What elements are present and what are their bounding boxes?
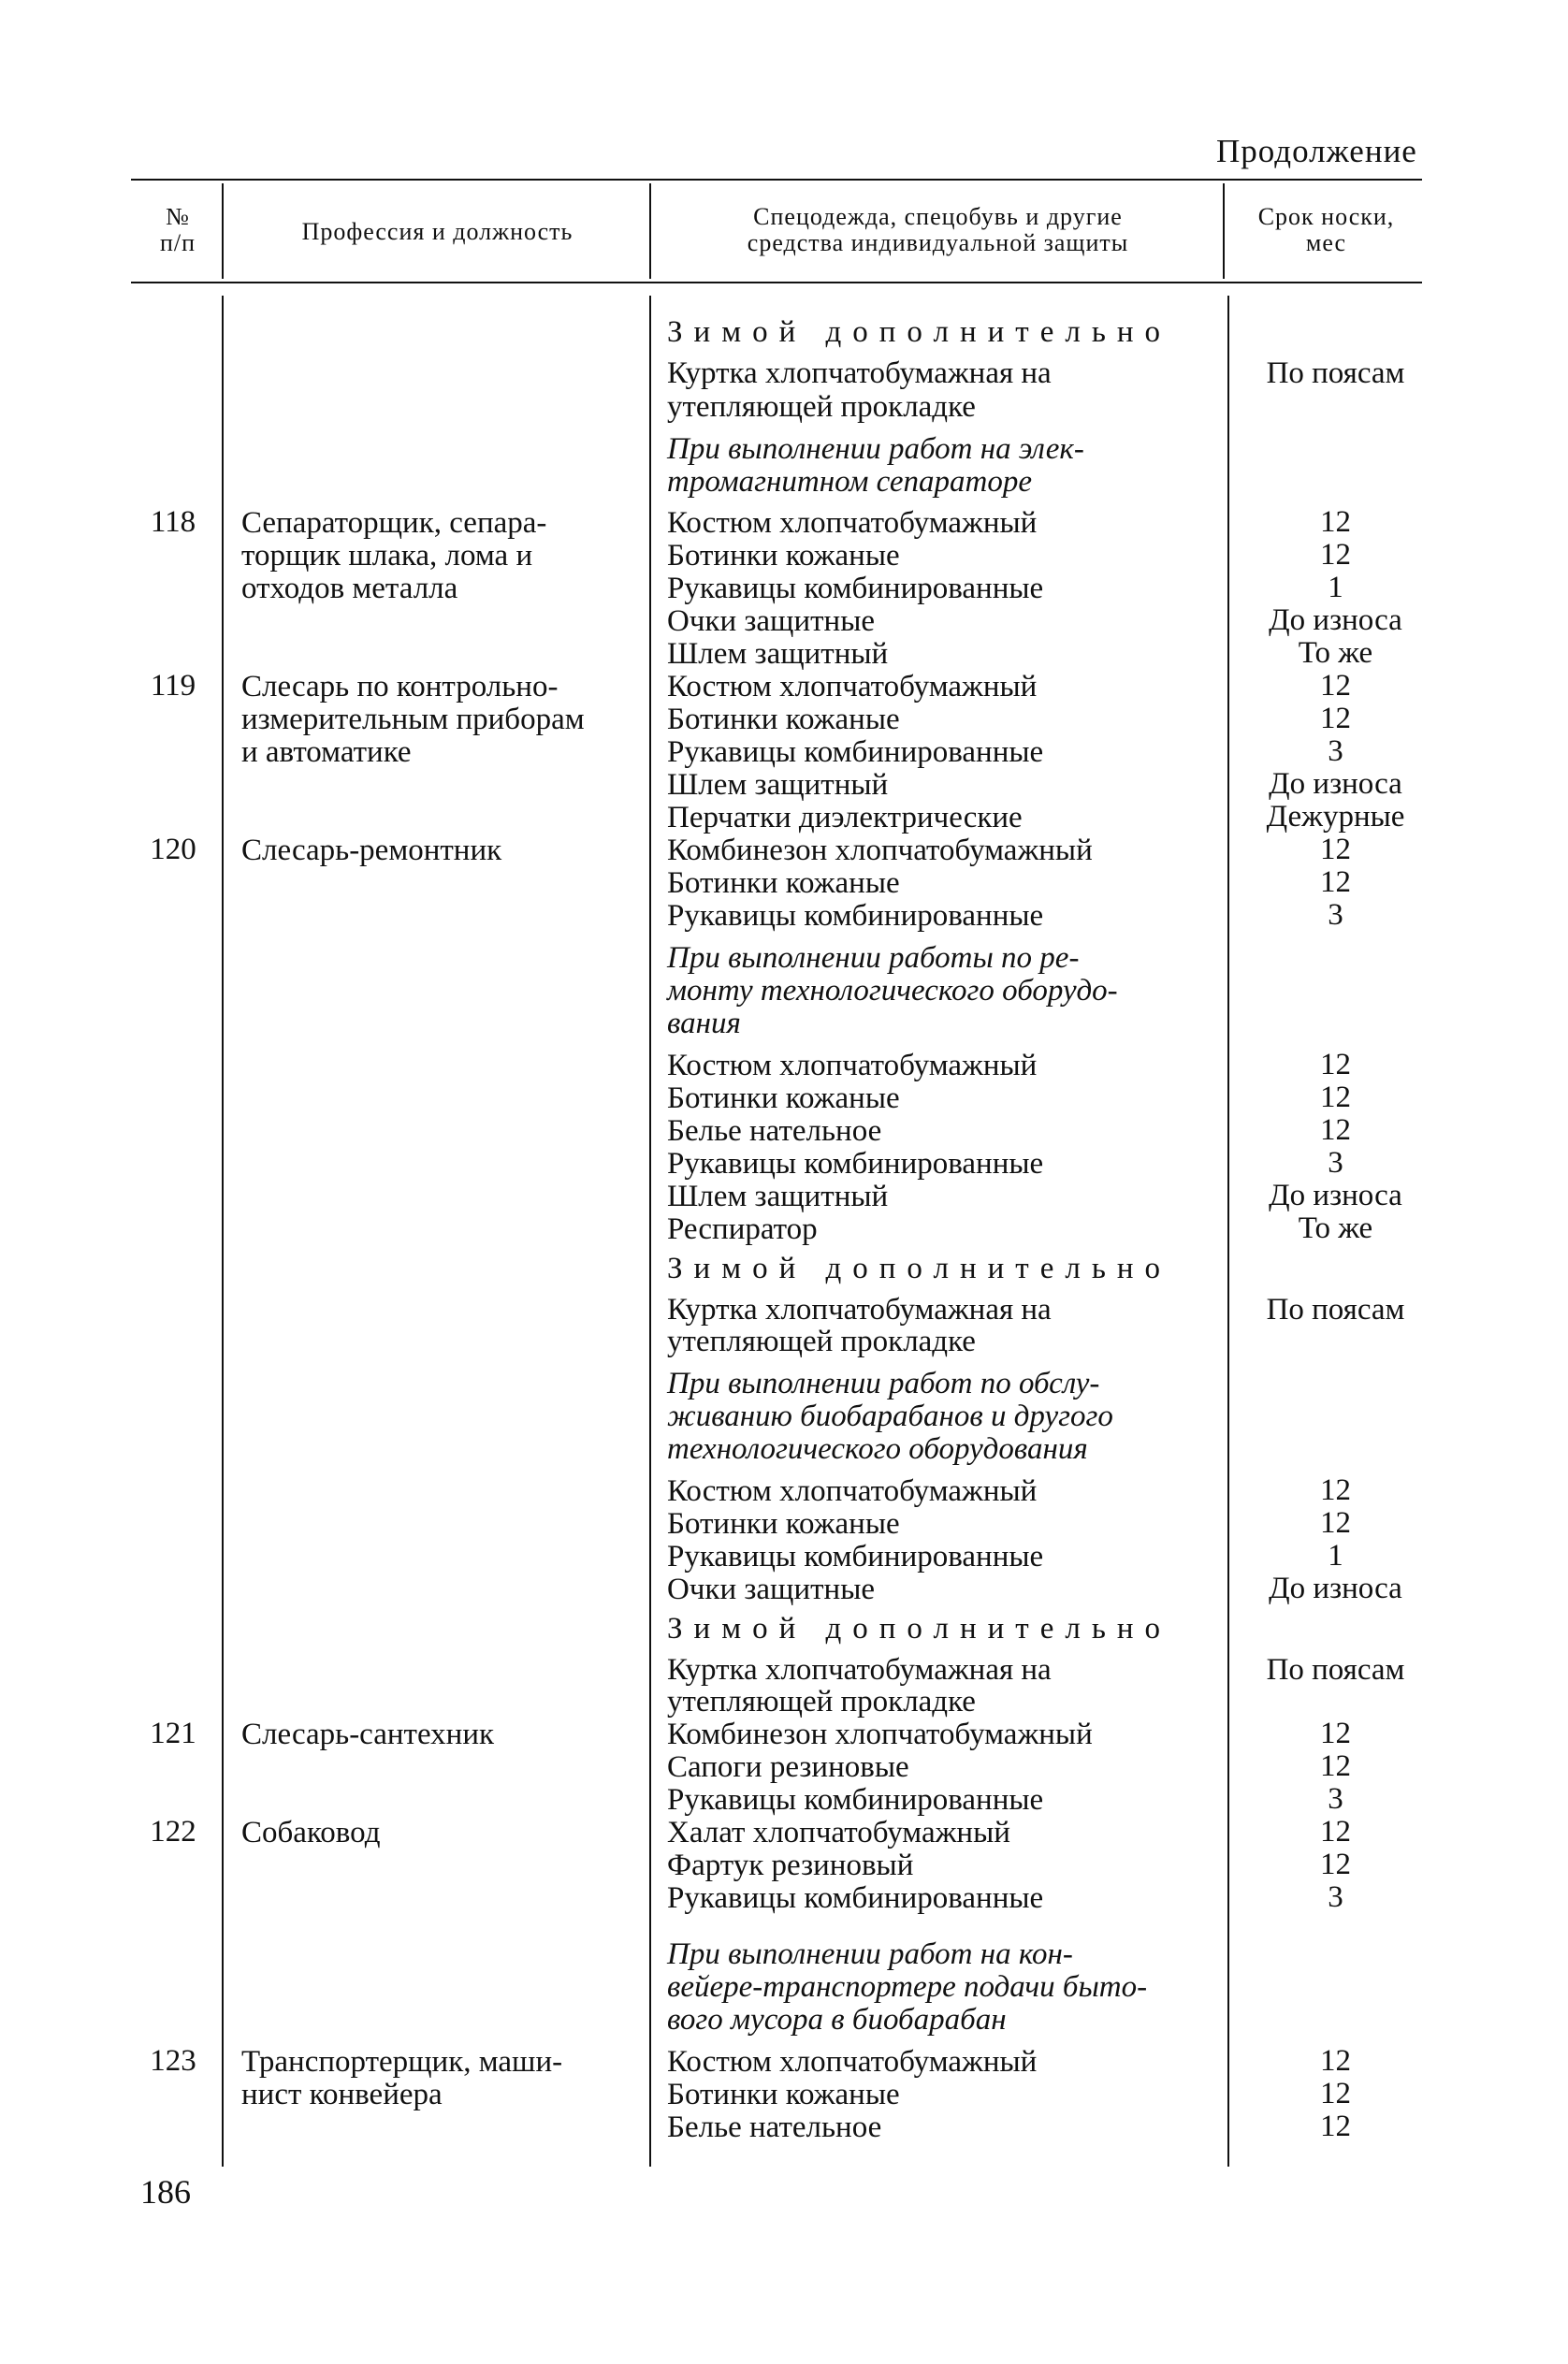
term-120c-boots: 12	[1320, 1506, 1351, 1540]
body-divider-2	[649, 296, 651, 2167]
jacket-line-3: Куртка хлопчатобумажная на	[667, 1653, 1052, 1687]
term-120-boots: 12	[1320, 865, 1351, 899]
row-number-121: 121	[150, 1717, 196, 1750]
term-123-boots: 12	[1320, 2077, 1351, 2110]
header-divider-3	[1223, 183, 1225, 279]
term-118-helmet: То же	[1298, 636, 1373, 670]
column-header-num: № п/п	[159, 203, 196, 256]
item-120-mittens: Рукавицы комбинированные	[667, 899, 1044, 933]
row-number-123: 123	[150, 2044, 196, 2078]
item-120-overalls: Комбинезон хлопчатобумажный	[667, 834, 1093, 867]
term-119-boots: 12	[1320, 702, 1351, 735]
term-120b-mittens: 3	[1328, 1146, 1343, 1180]
column-header-term: Срок носки, мес	[1257, 203, 1395, 256]
body-divider-1	[222, 296, 224, 2167]
term-122-robe: 12	[1320, 1815, 1351, 1849]
term-119-helmet: До износа	[1269, 767, 1402, 801]
item-120-boots: Ботинки кожаные	[667, 866, 900, 900]
term-jacket-3: По поясам	[1266, 1653, 1405, 1687]
item-121-mittens: Рукавицы комбинированные	[667, 1783, 1044, 1817]
item-120b-helmet: Шлем защитный	[667, 1180, 889, 1213]
term-119-gloves: Дежурные	[1266, 800, 1405, 834]
condition-note-1: При выполнении работ на элек- тромагнитном сепараторе	[667, 432, 1084, 499]
term-123-underwear: 12	[1320, 2110, 1351, 2143]
item-122-robe: Халат хлопчатобумажный	[667, 1816, 1010, 1849]
condition-note-3: При выполнении работ по обслу- живанию биобарабанов и другого технологического оборудования	[667, 1367, 1113, 1466]
term-120-overalls: 12	[1320, 833, 1351, 866]
item-118-suit: Костюм хлопчатобумажный	[667, 506, 1038, 540]
item-119-suit: Костюм хлопчатобумажный	[667, 670, 1038, 703]
item-118-mittens: Рукавицы комбинированные	[667, 572, 1044, 605]
term-120b-respirator: То же	[1298, 1211, 1373, 1245]
row-number-118: 118	[150, 505, 196, 539]
term-120b-suit: 12	[1320, 1048, 1351, 1081]
item-123-suit: Костюм хлопчатобумажный	[667, 2045, 1038, 2079]
winter-note-2: Зимой дополнительно	[667, 1252, 1172, 1285]
term-120b-boots: 12	[1320, 1080, 1351, 1114]
item-120b-mittens: Рукавицы комбинированные	[667, 1147, 1044, 1181]
term-120c-mittens: 1	[1328, 1539, 1343, 1573]
term-122-apron: 12	[1320, 1848, 1351, 1881]
column-header-equipment: Спецодежда, спецобувь и другие средства индивидуальной защиты	[747, 203, 1129, 256]
profession-119: Слесарь по контрольно- измерительным приборам и автоматике	[241, 670, 585, 769]
jacket-line-1b: утепляющей прокладке	[667, 390, 976, 424]
term-122-mittens: 3	[1328, 1880, 1343, 1914]
jacket-line-2b: утепляющей прокладке	[667, 1325, 976, 1358]
item-119-mittens: Рукавицы комбинированные	[667, 735, 1044, 769]
item-120b-respirator: Респиратор	[667, 1212, 818, 1246]
row-number-122: 122	[150, 1815, 196, 1849]
item-122-mittens: Рукавицы комбинированные	[667, 1881, 1044, 1915]
term-jacket-2: По поясам	[1266, 1293, 1405, 1327]
condition-note-2: При выполнении работы по ре- монту технологического оборудо- вания	[667, 941, 1118, 1040]
term-118-suit: 12	[1320, 505, 1351, 539]
item-123-underwear: Белье нательное	[667, 2110, 882, 2144]
item-118-helmet: Шлем защитный	[667, 637, 889, 671]
jacket-line-1: Куртка хлопчатобумажная на	[667, 356, 1052, 390]
profession-120: Слесарь-ремонтник	[241, 834, 502, 867]
item-122-apron: Фартук резиновый	[667, 1849, 914, 1882]
profession-122: Собаковод	[241, 1816, 381, 1849]
row-number-120: 120	[150, 833, 196, 866]
term-121-overalls: 12	[1320, 1717, 1351, 1750]
item-120c-boots: Ботинки кожаные	[667, 1507, 900, 1541]
item-118-boots: Ботинки кожаные	[667, 539, 900, 573]
term-119-mittens: 3	[1328, 734, 1343, 768]
term-121-mittens: 3	[1328, 1782, 1343, 1816]
item-120c-mittens: Рукавицы комбинированные	[667, 1540, 1044, 1574]
item-120b-underwear: Белье нательное	[667, 1114, 882, 1148]
winter-note-1: Зимой дополнительно	[667, 315, 1172, 349]
item-119-boots: Ботинки кожаные	[667, 703, 900, 736]
header-divider-1	[222, 183, 224, 279]
page-number: 186	[140, 2173, 191, 2211]
item-121-rubber-boots: Сапоги резиновые	[667, 1750, 909, 1784]
jacket-line-2: Куртка хлопчатобумажная на	[667, 1293, 1052, 1327]
term-120c-suit: 12	[1320, 1473, 1351, 1507]
item-120b-suit: Костюм хлопчатобумажный	[667, 1049, 1038, 1082]
item-120b-boots: Ботинки кожаные	[667, 1081, 900, 1115]
column-header-profession: Профессия и должность	[301, 218, 573, 245]
term-120-mittens: 3	[1328, 898, 1343, 932]
header-divider-2	[649, 183, 651, 279]
profession-118: Сепараторщик, сепара- торщик шлака, лома и отходов металла	[241, 506, 547, 605]
item-123-boots: Ботинки кожаные	[667, 2078, 900, 2111]
term-120b-underwear: 12	[1320, 1113, 1351, 1147]
continuation-label: Продолжение	[1216, 133, 1417, 169]
item-121-overalls: Комбинезон хлопчатобумажный	[667, 1718, 1093, 1751]
profession-121: Слесарь-сантехник	[241, 1718, 495, 1751]
jacket-line-3b: утепляющей прокладке	[667, 1685, 976, 1719]
profession-123: Транспортерщик, маши- нист конвейера	[241, 2045, 563, 2111]
term-120b-helmet: До износа	[1269, 1179, 1402, 1212]
body-divider-3	[1227, 296, 1229, 2167]
term-118-goggles: До износа	[1269, 603, 1402, 637]
term-jacket-1: По поясам	[1266, 356, 1405, 390]
term-118-boots: 12	[1320, 538, 1351, 572]
term-118-mittens: 1	[1328, 571, 1343, 604]
item-120c-suit: Костюм хлопчатобумажный	[667, 1474, 1038, 1508]
term-123-suit: 12	[1320, 2044, 1351, 2078]
term-121-rubber-boots: 12	[1320, 1749, 1351, 1783]
header-bottom-rule	[131, 282, 1422, 283]
item-119-gloves: Перчатки диэлектрические	[667, 801, 1023, 834]
table-top-rule	[131, 179, 1422, 181]
item-120c-goggles: Очки защитные	[667, 1573, 876, 1606]
item-119-helmet: Шлем защитный	[667, 768, 889, 802]
condition-note-4: При выполнении работ на кон- вейере-транспортере подачи быто- вого мусора в биобарабан	[667, 1937, 1148, 2037]
term-119-suit: 12	[1320, 669, 1351, 703]
winter-note-3: Зимой дополнительно	[667, 1612, 1172, 1646]
term-120c-goggles: До износа	[1269, 1572, 1402, 1605]
row-number-119: 119	[150, 669, 196, 703]
item-118-goggles: Очки защитные	[667, 604, 876, 638]
